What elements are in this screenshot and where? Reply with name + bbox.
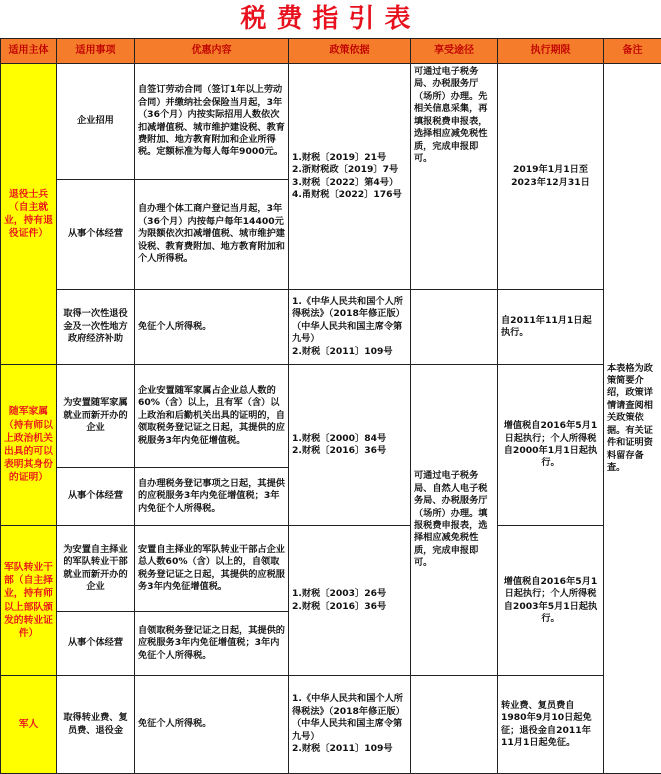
basis-cell: 1.《中华人民共和国个人所得税法》（2018年修正版）（中华人民共和国主席令第九号） 2.财税〔2011〕109号 (289, 676, 411, 774)
basis-cell: 1.财税〔2003〕26号 2.财税〔2016〕36号 (289, 526, 411, 676)
content-cell: 自办理税务登记事项之日起，其提供的应税服务3年内免征增值税；3年内免征个人所得税。 (135, 468, 289, 526)
content-cell: 安置自主择业的军队转业干部占企业总人数60%（含）以上的，自领取税务登记证之日起，其提供的应税服务3年内免征增值税。 (135, 526, 289, 612)
subject-retired-soldiers: 退役士兵（自主就业，持有退役证件） (1, 64, 57, 365)
tax-guide-table (0, 38, 661, 774)
header-basis: 政策依据 (289, 39, 411, 64)
period-cell: 2019年1月1日至2023年12月31日 (498, 64, 604, 290)
route-cell-empty (411, 290, 498, 365)
content-cell: 企业安置随军家属占企业总人数的60%（含）以上，且有军（含）以上政治和后勤机关出具的证明的，自领取税务登记证之日起，其提供的应税服务3年内免征增值税。 (135, 365, 289, 468)
period-cell: 转业费、复员费自1980年9月10日起免征；退役金自2011年11月1日起免征。 (498, 676, 604, 774)
header-period: 执行期限 (498, 39, 604, 64)
item-cell: 从事个体经营 (57, 468, 135, 526)
item-cell: 取得转业费、复员费、退役金 (57, 676, 135, 774)
route-cell: 可通过电子税务局、自然人电子税务局、办税服务厅（场所）办理。填报税费申报表，选择相应减免税性质，完成申报即可。 (411, 365, 498, 676)
period-cell: 自2011年11月1日起执行。 (498, 290, 604, 365)
basis-cell: 1.《中华人民共和国个人所得税法》（2018年修正版）（中华人民共和国主席令第九号） 2.财税〔2011〕109号 (289, 290, 411, 365)
item-cell: 从事个体经营 (57, 612, 135, 676)
header-route: 享受途径 (411, 39, 498, 64)
route-cell-empty (411, 676, 498, 774)
table-row (1, 676, 661, 774)
content-cell: 自办理个体工商户登记当月起，3年（36个月）内按每户每年14400元为限额依次扣减增值税、城市维护建设税、教育费附加、地方教育附加和个人所得税。 (135, 180, 289, 290)
header-subject: 适用主体 (1, 39, 57, 64)
route-cell: 可通过电子税务局、办税服务厅（场所）办理。先相关信息采集，再填报税费申报表，选择相应减免税性质，完成申报即可。 (411, 64, 498, 290)
table-row (1, 365, 661, 468)
note-cell: 本表格为政策简要介绍，政策详情请查阅相关政策依据。有关证件和证明资料留存备查。 (604, 64, 661, 774)
item-cell: 企业招用 (57, 64, 135, 180)
subject-military-dependents: 随军家属（持有师以上政治机关出具的可以表明其身份的证明） (1, 365, 57, 526)
subject-military-personnel: 军人 (1, 676, 57, 774)
subject-demobilized-cadres: 军队转业干部（自主择业，持有师以上部队颁发的转业证件） (1, 526, 57, 676)
period-cell: 增值税自2016年5月1日起执行；个人所得税自2000年1月1日起执行。 (498, 365, 604, 526)
content-cell: 免征个人所得税。 (135, 676, 289, 774)
header-content: 优惠内容 (135, 39, 289, 64)
header-row (1, 39, 661, 64)
content-cell: 自领取税务登记证之日起，其提供的应税服务3年内免征增值税；3年内免征个人所得税。 (135, 612, 289, 676)
content-cell: 自签订劳动合同（签订1年以上劳动合同）并缴纳社会保险当月起，3年（36个月）内按实际招用人数依次扣减增值税、城市维护建设税、教育费附加、地方教育附加和企业所得税。定额标准为每人每年9000元。 (135, 64, 289, 180)
page-title: 税费指引表 (0, 0, 661, 38)
header-item: 适用事项 (57, 39, 135, 64)
item-cell: 为安置自主择业的军队转业干部就业而新开办的企业 (57, 526, 135, 612)
basis-cell: 1.财税〔2019〕21号 2.浙财税政〔2019〕7号 3.财税〔2022〕第4号） 4.甬财税〔2022〕176号 (289, 64, 411, 290)
item-cell: 为安置随军家属就业而新开办的企业 (57, 365, 135, 468)
item-cell: 取得一次性退役金及一次性地方政府经济补助 (57, 290, 135, 365)
header-note: 备注 (604, 39, 661, 64)
table-row (1, 290, 661, 365)
table-row (1, 526, 661, 612)
period-cell: 增值税自2016年5月1日起执行；个人所得税自2003年5月1日起执行。 (498, 526, 604, 676)
content-cell: 免征个人所得税。 (135, 290, 289, 365)
item-cell: 从事个体经营 (57, 180, 135, 290)
table-row (1, 64, 661, 180)
basis-cell: 1.财税〔2000〕84号 2.财税〔2016〕36号 (289, 365, 411, 526)
